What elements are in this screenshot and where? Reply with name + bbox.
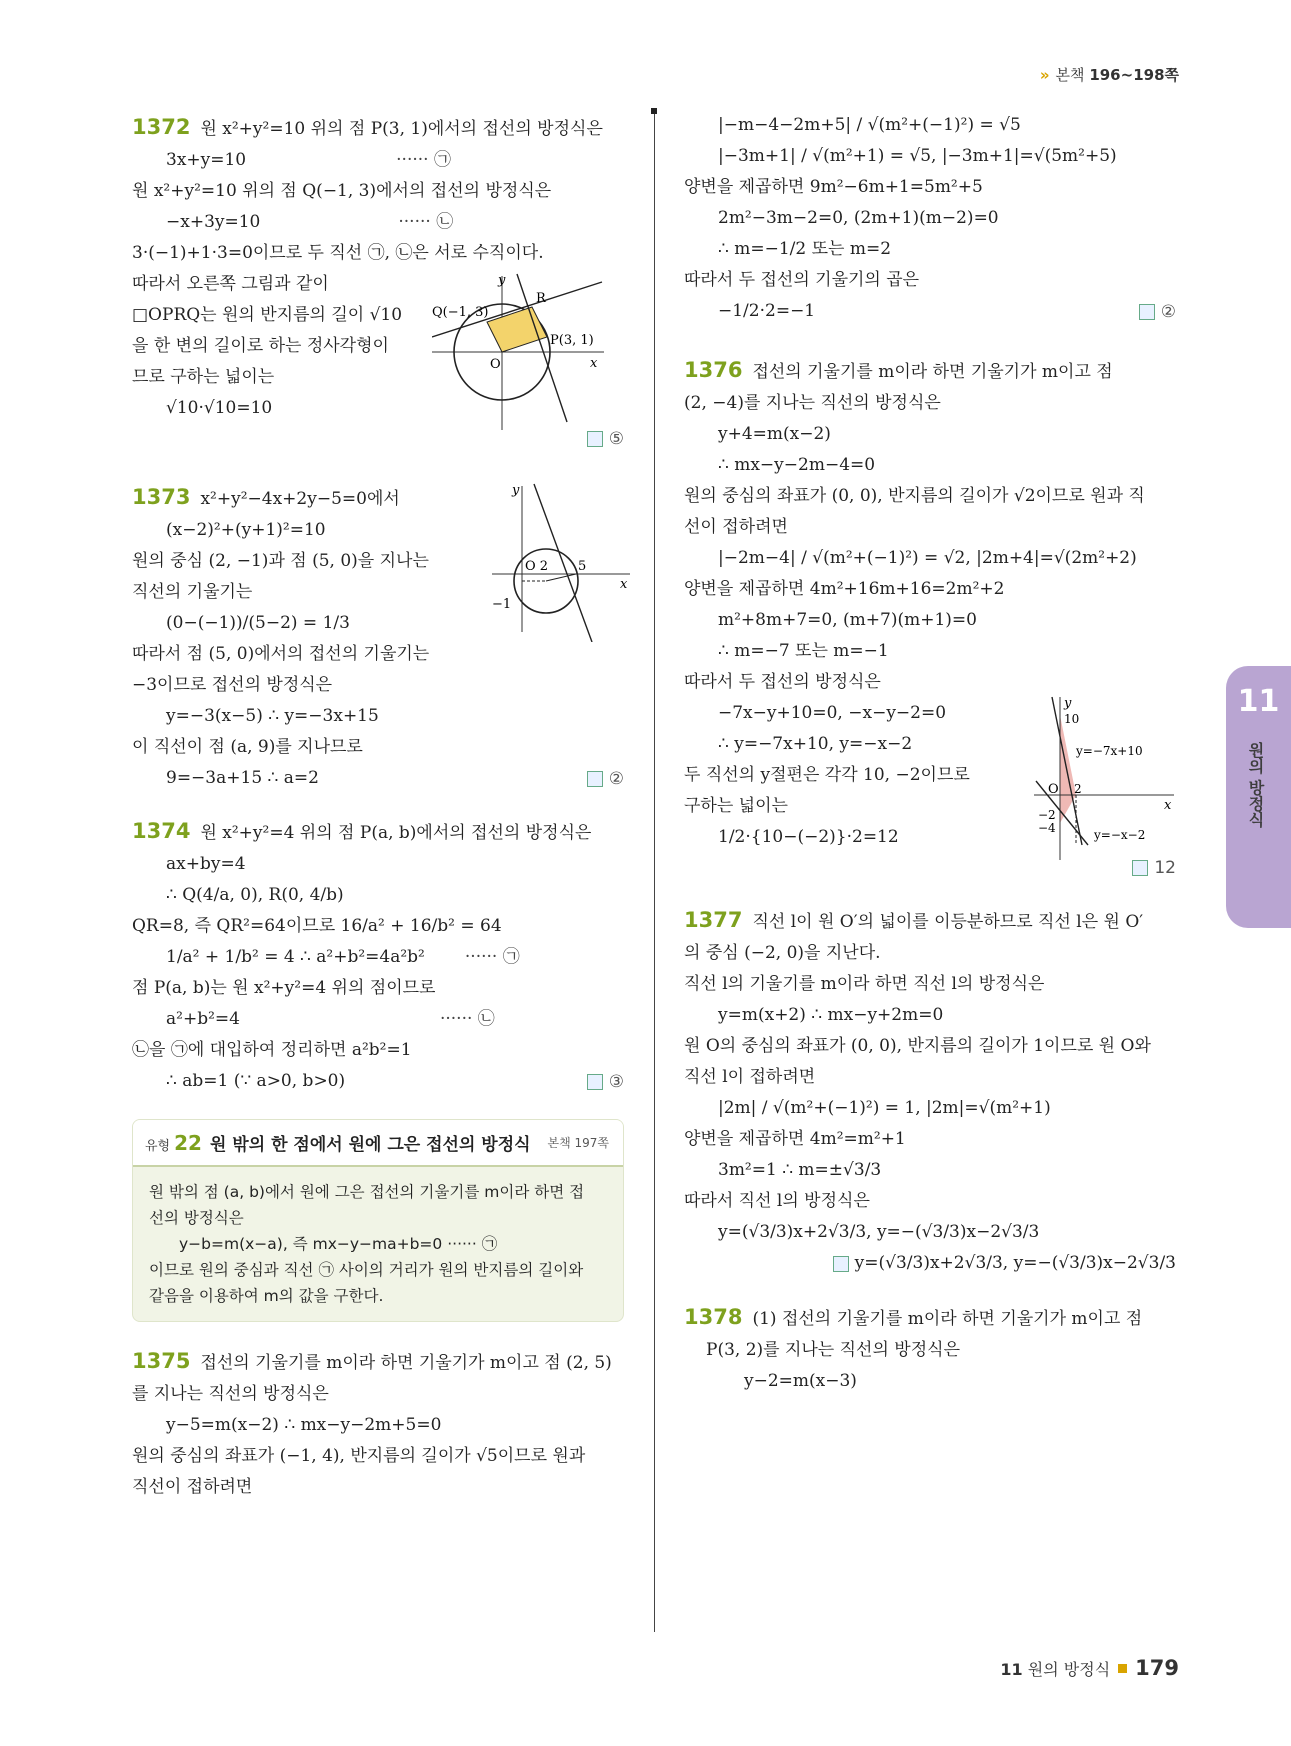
text-p1373-l4: 직선의 기울기는: [132, 582, 253, 602]
axis-x-label: x: [1164, 798, 1172, 813]
text-p1377-ans: y=(√3/3)x+2√3/3, y=−(√3/3)x−2√3/3: [854, 1253, 1176, 1273]
figure-1376: [1034, 695, 1176, 865]
text-p1375-ans: ②: [1160, 302, 1176, 322]
figure-1372: [432, 272, 612, 432]
point-r-label: R: [536, 291, 546, 306]
text-p1374-l3: ∴ Q(4/a, 0), R(0, 4/b): [166, 885, 344, 905]
tick-10-label: 10: [1064, 712, 1080, 726]
problem-1374: [132, 816, 624, 1097]
text-p1377-num: 1377: [684, 908, 743, 932]
text-p1374-l5: 1/a² + 1/b² = 4 ∴ a²+b²=4a²b²: [166, 947, 425, 967]
answer-icon: [1139, 304, 1155, 320]
type-22-body: [133, 1167, 623, 1321]
axis-y-label: y: [498, 273, 506, 288]
axis-y-label: y: [512, 483, 520, 498]
text-p1376-l12: −7x−y+10=0, −x−y−2=0: [718, 703, 947, 723]
text-p1372-l9: 므로 구하는 넓이는: [132, 367, 275, 387]
text-tab-label: 원의 방정식: [1246, 742, 1265, 828]
text-p1372-l1: 원 x²+y²=10 위의 점 P(3, 1)에서의 접선의 방정식은: [200, 119, 603, 139]
origin-label: O: [490, 357, 501, 372]
text-p1373-l3: 원의 중심 (2, −1)과 점 (5, 0)을 지나는: [132, 551, 429, 571]
answer-icon: [587, 431, 603, 447]
text-p1372-ans: ⑤: [608, 429, 624, 449]
text-p1377-l2: 의 중심 (−2, 0)을 지난다.: [684, 943, 881, 963]
text-p1374-l4: QR=8, 즉 QR²=64이므로 16/a² + 16/b² = 64: [132, 916, 502, 936]
answer-icon: [587, 1074, 603, 1090]
tick-minus2-label: −2: [1038, 808, 1056, 822]
text-p1375-l5: 직선이 접하려면: [132, 1477, 253, 1497]
answer-icon: [833, 1256, 849, 1272]
column-divider: [654, 112, 655, 1632]
problem-1372: [132, 112, 624, 454]
text-p1373-l10: 9=−3a+15 ∴ a=2: [166, 768, 319, 788]
tick-2-label: 2: [1074, 782, 1082, 796]
text-p1372-l10: √10·√10=10: [166, 398, 273, 418]
text-p1375-r1: |−m−4−2m+5| / √(m²+(−1)²) = √5: [718, 115, 1021, 135]
text-p1373-l1: x²+y²−4x+2y−5=0에서: [200, 489, 400, 509]
double-chevron-icon: »: [1039, 66, 1050, 84]
text-p1376-l13: ∴ y=−7x+10, y=−x−2: [718, 734, 913, 754]
text-footer-chapter: 11: [1000, 1660, 1023, 1679]
text-type22-b4: 이므로 원의 중심과 직선 ㉠ 사이의 거리가 원의 반지름의 길이와: [149, 1261, 584, 1279]
tick-5-label: 5: [578, 559, 587, 574]
text-p1376-l8: 양변을 제곱하면 4m²+16m+16=2m²+2: [684, 579, 1005, 599]
text-p1372-m2: ······ ㉠: [396, 150, 451, 170]
text-p1375-r7: −1/2·2=−1: [718, 301, 816, 321]
text-p1378-l1: (1) 접선의 기울기를 m이라 하면 기울기가 m이고 점: [752, 1309, 1143, 1329]
text-p1374-ans: ③: [608, 1072, 624, 1092]
text-type22-ref: 본책 197쪽: [547, 1136, 609, 1150]
text-p1372-l7: □OPRQ는 원의 반지름의 길이 √10: [132, 305, 403, 325]
text-p1378-l2: P(3, 2)를 지나는 직선의 방정식은: [706, 1340, 960, 1360]
text-p1376-l7: |−2m−4| / √(m²+(−1)²) = √2, |2m+4|=√(2m²+2): [718, 548, 1137, 568]
text-p1375-l4: 원의 중심의 좌표가 (−1, 4), 반지름의 길이가 √5이므로 원과: [132, 1446, 586, 1466]
book-reference: [1040, 64, 1179, 85]
text-p1377-l1: 직선 l이 원 O′의 넓이를 이등분하므로 직선 l은 원 O′: [752, 912, 1144, 932]
text-p1374-l8: ㉡을 ㉠에 대입하여 정리하면 a²b²=1: [132, 1040, 412, 1060]
text-p1375-l2: 를 지나는 직선의 방정식은: [132, 1384, 329, 1404]
text-type22-b1: 원 밖의 점 (a, b)에서 원에 그은 접선의 기울기를 m이라 하면 접: [149, 1183, 585, 1201]
text-p1372-l8: 을 한 변의 길이로 하는 정사각형이: [132, 336, 389, 356]
problem-1377: [684, 905, 1176, 1278]
type-22-box: [132, 1119, 624, 1322]
problem-1376: [684, 355, 1176, 883]
text-p1377-l8: 양변을 제곱하면 4m²=m²+1: [684, 1129, 906, 1149]
text-type22-num: 22: [174, 1131, 202, 1155]
figure-1373: [492, 482, 632, 642]
text-p1375-l3: y−5=m(x−2) ∴ mx−y−2m+5=0: [166, 1415, 442, 1435]
tick-minus4-label: −4: [1038, 821, 1056, 835]
text-p1374-l2: ax+by=4: [166, 854, 246, 874]
origin-label: O 2: [525, 559, 549, 574]
text-p1372-num: 1372: [132, 115, 191, 139]
text-p1375-l1: 접선의 기울기를 m이라 하면 기울기가 m이고 점 (2, 5): [200, 1353, 612, 1373]
text-footer-title: 원의 방정식: [1027, 1660, 1111, 1679]
text-p1378-num: 1378: [684, 1305, 743, 1329]
point-p-label: P(3, 1): [550, 333, 594, 348]
text-header-pages: 196~198쪽: [1089, 66, 1179, 84]
text-p1372-l2: 3x+y=10: [166, 150, 247, 170]
problem-1373: [132, 482, 628, 794]
text-p1374-l1: 원 x²+y²=4 위의 점 P(a, b)에서의 접선의 방정식은: [200, 823, 592, 843]
text-tab-num: 11: [1237, 684, 1280, 719]
line1-label: y=−7x+10: [1076, 744, 1143, 758]
text-p1376-l11: 따라서 두 접선의 방정식은: [684, 672, 881, 692]
text-p1376-l5: 원의 중심의 좌표가 (0, 0), 반지름의 길이가 √2이므로 원과 직: [684, 486, 1145, 506]
text-p1373-l5: (0−(−1))/(5−2) = 1/3: [166, 613, 350, 633]
left-column: [132, 112, 628, 1525]
text-type22-title: 원 밖의 한 점에서 원에 그은 접선의 방정식: [209, 1135, 531, 1155]
text-p1372-l3: 원 x²+y²=10 위의 점 Q(−1, 3)에서의 접선의 방정식은: [132, 181, 552, 201]
text-p1373-l8: y=−3(x−5) ∴ y=−3x+15: [166, 706, 379, 726]
text-p1376-l4: ∴ mx−y−2m−4=0: [718, 455, 876, 475]
axis-x-label: x: [620, 577, 628, 592]
divider-marker: [651, 108, 657, 114]
chapter-tab: [1226, 666, 1291, 928]
text-p1375-r4: 2m²−3m−2=0, (2m+1)(m−2)=0: [718, 208, 999, 228]
axis-x-label: x: [590, 356, 598, 371]
text-p1373-ans: ②: [608, 769, 624, 789]
line2-label: y=−x−2: [1094, 828, 1146, 842]
text-p1376-l3: y+4=m(x−2): [718, 424, 831, 444]
problem-1375-continued: [684, 110, 1176, 327]
text-p1377-l4: y=m(x+2) ∴ mx−y+2m=0: [718, 1005, 944, 1025]
text-p1376-l15: 구하는 넓이는: [684, 796, 788, 816]
text-p1376-l10: ∴ m=−7 또는 m=−1: [718, 641, 889, 661]
text-p1373-l6: 따라서 점 (5, 0)에서의 접선의 기울기는: [132, 644, 430, 664]
text-p1377-l9: 3m²=1 ∴ m=±√3/3: [718, 1160, 882, 1180]
text-p1376-l2: (2, −4)를 지나는 직선의 방정식은: [684, 393, 941, 413]
text-p1376-num: 1376: [684, 358, 743, 382]
text-p1377-l11: y=(√3/3)x+2√3/3, y=−(√3/3)x−2√3/3: [718, 1222, 1040, 1242]
text-p1372-m4: ······ ㉡: [398, 212, 454, 232]
text-p1373-l2: (x−2)²+(y+1)²=10: [166, 520, 326, 540]
page-footer: [1000, 1656, 1179, 1680]
text-type22-b5: 같음을 이용하여 m의 값을 구한다.: [149, 1287, 384, 1305]
text-p1376-l6: 선이 접하려면: [684, 517, 788, 537]
text-p1374-l7: a²+b²=4: [166, 1009, 240, 1029]
text-p1373-num: 1373: [132, 485, 191, 509]
text-p1377-l6: 직선 l이 접하려면: [684, 1067, 816, 1087]
text-p1375-r6: 따라서 두 접선의 기울기의 곱은: [684, 270, 920, 290]
text-type22-tag: 유형: [145, 1139, 171, 1154]
problem-1375: [132, 1346, 624, 1503]
text-p1377-l10: 따라서 직선 l의 방정식은: [684, 1191, 870, 1211]
tick-minus1-label: −1: [492, 597, 512, 612]
text-p1374-m5: ······ ㉠: [464, 947, 520, 967]
text-p1378-l3: y−2=m(x−3): [744, 1371, 857, 1391]
point-q-label: Q(−1, 3): [432, 305, 489, 320]
text-p1376-ans: 12: [1154, 858, 1176, 878]
text-p1376-l16: 1/2·{10−(−2)}·2=12: [718, 827, 899, 847]
text-p1375-r2: |−3m+1| / √(m²+1) = √5, |−3m+1|=√(5m²+5): [718, 146, 1117, 166]
text-p1373-l7: −3이므로 접선의 방정식은: [132, 675, 333, 695]
text-p1372-l5: 3·(−1)+1·3=0이므로 두 직선 ㉠, ㉡은 서로 수직이다.: [132, 243, 544, 263]
page-number: 179: [1135, 1656, 1179, 1680]
text-type22-b2: 선의 방정식은: [149, 1209, 244, 1227]
text-p1374-l6: 점 P(a, b)는 원 x²+y²=4 위의 점이므로: [132, 978, 436, 998]
text-p1376-l9: m²+8m+7=0, (m+7)(m+1)=0: [718, 610, 977, 630]
problem-1378: [684, 1302, 1176, 1397]
text-p1377-l5: 원 O의 중심의 좌표가 (0, 0), 반지름의 길이가 1이므로 원 O와: [684, 1036, 1151, 1056]
answer-icon: [587, 771, 603, 787]
text-p1372-l4: −x+3y=10: [166, 212, 261, 232]
text-p1372-l6: 따라서 오른쪽 그림과 같이: [132, 274, 329, 294]
text-p1377-l7: |2m| / √(m²+(−1)²) = 1, |2m|=√(m²+1): [718, 1098, 1051, 1118]
square-marker: [1118, 1664, 1127, 1673]
text-p1374-m7: ······ ㉡: [439, 1009, 495, 1029]
text-p1377-l3: 직선 l의 기울기를 m이라 하면 직선 l의 방정식은: [684, 974, 1045, 994]
text-p1373-l9: 이 직선이 점 (a, 9)를 지나므로: [132, 737, 363, 757]
text-p1374-num: 1374: [132, 819, 191, 843]
text-p1375-r5: ∴ m=−1/2 또는 m=2: [718, 239, 892, 259]
text-p1374-l9: ∴ ab=1 (∵ a>0, b>0): [166, 1071, 346, 1091]
text-p1375-r3: 양변을 제곱하면 9m²−6m+1=5m²+5: [684, 177, 983, 197]
text-type22-b3: y−b=m(x−a), 즉 mx−y−ma+b=0 ······ ㉠: [179, 1235, 498, 1253]
text-p1376-l14: 두 직선의 y절편은 각각 10, −2이므로: [684, 765, 970, 785]
axis-y-label: y: [1064, 696, 1072, 711]
origin-label: O: [1048, 782, 1059, 797]
text-p1376-l1: 접선의 기울기를 m이라 하면 기울기가 m이고 점: [752, 362, 1113, 382]
text-header-label: 본책: [1055, 66, 1085, 84]
text-p1375-num: 1375: [132, 1349, 191, 1373]
answer-1377: [684, 1248, 1176, 1278]
type-22-header: [133, 1120, 623, 1167]
right-column: [684, 110, 1176, 1419]
